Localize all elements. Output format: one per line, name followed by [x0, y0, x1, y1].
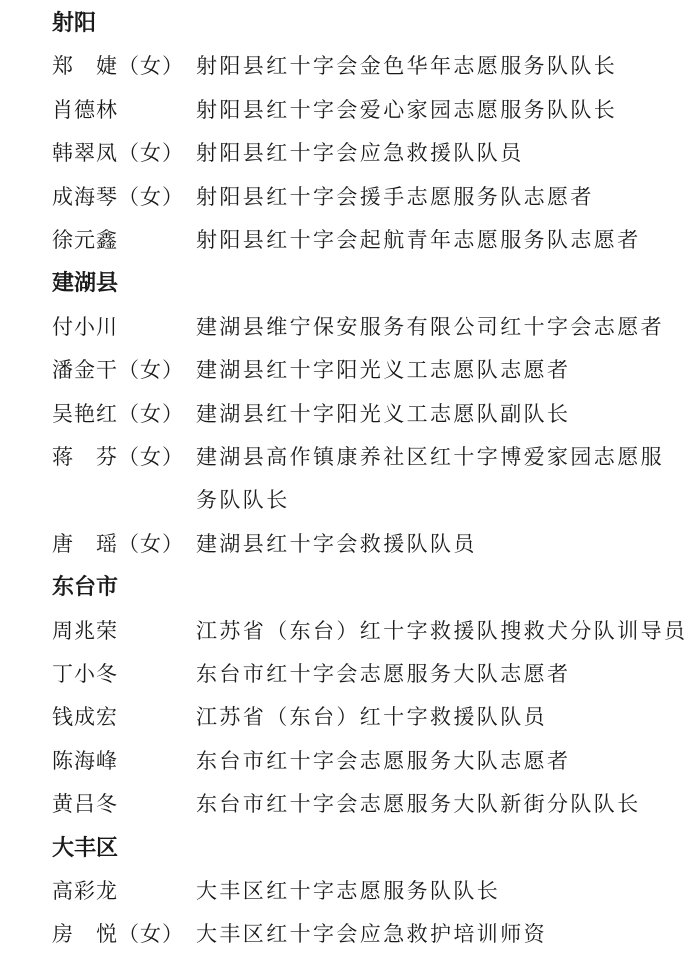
person-name: 肖德林	[52, 97, 118, 122]
list-item	[0, 870, 700, 913]
list-item	[0, 436, 700, 479]
person-role: 大丰区红十字会应急救护培训师资	[196, 922, 547, 947]
list-item	[0, 523, 700, 566]
person-role: 射阳县红十字会爱心家园志愿服务队队长	[196, 97, 618, 122]
person-role: 建湖县维宁保安服务有限公司红十字会志愿者	[196, 314, 664, 339]
person-name: 唐 瑶（女）	[52, 531, 184, 556]
person-role: 建湖县红十字阳光义工志愿队副队长	[196, 401, 571, 426]
section-title: 建湖县	[52, 271, 119, 297]
person-role: 江苏省（东台）红十字救援队队员	[196, 705, 547, 730]
list-item	[0, 610, 700, 653]
person-name: 陈海峰	[52, 748, 118, 773]
person-name: 周兆荣	[52, 618, 118, 643]
person-role: 射阳县红十字会援手志愿服务队志愿者	[196, 184, 594, 209]
list-item	[0, 219, 700, 262]
person-role: 射阳县红十字会金色华年志愿服务队队长	[196, 54, 618, 79]
list-item	[0, 45, 700, 88]
list-item	[0, 696, 700, 739]
section-title: 大丰区	[52, 835, 119, 861]
list-item	[0, 653, 700, 696]
list-item	[0, 306, 700, 349]
person-name: 房 悦（女）	[52, 922, 184, 947]
person-role-continued: 务队队长	[196, 488, 290, 513]
section-heading	[0, 262, 700, 305]
person-role: 射阳县红十字会起航青年志愿服务队志愿者	[196, 228, 641, 252]
list-item	[0, 132, 700, 175]
person-name: 成海琴（女）	[52, 184, 184, 209]
section-heading	[0, 2, 700, 45]
list-item	[0, 783, 700, 826]
person-role: 射阳县红十字会应急救援队队员	[196, 141, 524, 166]
person-role: 东台市红十字会志愿服务大队新街分队队长	[196, 792, 641, 817]
person-role: 东台市红十字会志愿服务大队志愿者	[196, 748, 571, 773]
person-role: 建湖县红十字会救援队队员	[196, 531, 477, 556]
person-role: 建湖县红十字阳光义工志愿队志愿者	[196, 358, 571, 383]
person-role: 江苏省（东台）红十字救援队搜救犬分队训导员	[196, 618, 688, 643]
person-name: 蒋 芬（女）	[52, 445, 184, 469]
person-name: 徐元鑫	[52, 228, 118, 252]
list-item	[0, 740, 700, 783]
person-name: 韩翠凤（女）	[52, 141, 184, 166]
section-heading	[0, 827, 700, 870]
person-role: 建湖县高作镇康养社区红十字博爱家园志愿服	[196, 445, 664, 469]
person-name: 郑 婕（女）	[52, 54, 184, 79]
list-item	[0, 393, 700, 436]
person-name: 潘金干（女）	[52, 358, 184, 383]
list-item-continuation	[0, 479, 700, 522]
section-title: 射阳	[52, 11, 97, 36]
list-item	[0, 176, 700, 219]
person-name: 丁小冬	[52, 662, 118, 686]
list-item	[0, 89, 700, 132]
section-heading	[0, 566, 700, 609]
person-name: 高彩龙	[52, 879, 118, 903]
person-name: 黄吕冬	[52, 792, 118, 817]
section-title: 东台市	[52, 575, 119, 601]
person-name: 钱成宏	[52, 705, 118, 730]
person-name: 吴艳红（女）	[52, 401, 184, 426]
person-role: 东台市红十字会志愿服务大队志愿者	[196, 662, 571, 686]
list-item	[0, 349, 700, 392]
list-item	[0, 913, 700, 956]
person-name: 付小川	[52, 314, 118, 339]
person-role: 大丰区红十字志愿服务队队长	[196, 879, 501, 903]
